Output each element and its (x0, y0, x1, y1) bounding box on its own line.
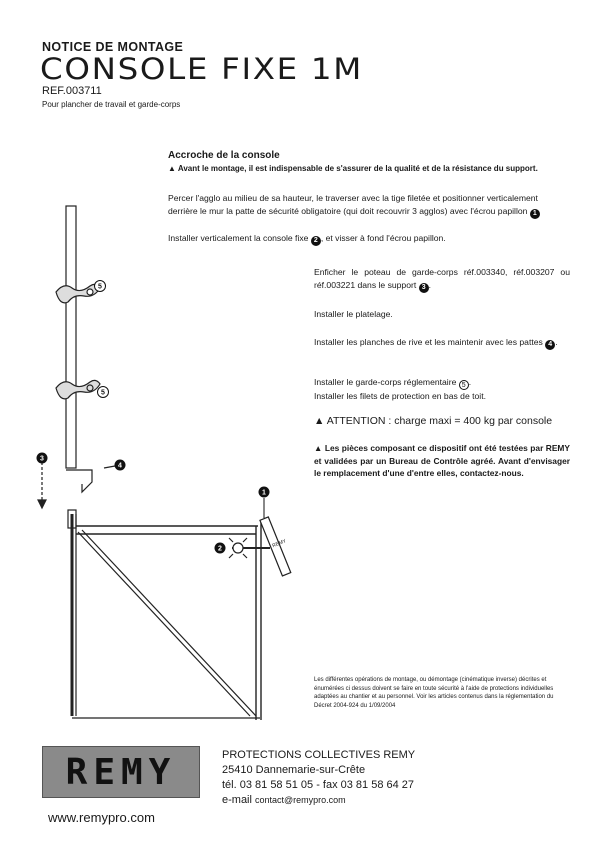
diagram-badge-3-icon: 3 (40, 455, 44, 463)
attention-text: ATTENTION : charge maxi = 400 kg par console (326, 415, 553, 427)
diagram-badge-1-icon: 1 (262, 489, 266, 497)
warning-1 (168, 164, 538, 173)
diagram-badge-5-lower-icon: 5 (101, 389, 105, 397)
step-2-body-a: Installer verticalement la console fixe (168, 233, 309, 243)
email-label: e-mail (222, 794, 252, 806)
diagram-badge-4-icon: 4 (118, 462, 122, 470)
step-4-text: Installer le platelage. (314, 309, 393, 319)
step-3-text: Enficher le poteau de garde-corps réf.003340, réf.003207 ou réf.003221 dans le support 3 . (314, 267, 570, 291)
step-1-body: Percer l'agglo au milieu de sa hauteur, le traverser avec la tige filetée et positionner verticalement derrière le mur la patte de sécurité obligatoire (qui doit recouvrir 3 agglos) avec l'écrou papillon (168, 193, 538, 216)
diagram-badge-5-upper-icon: 5 (98, 283, 102, 291)
diagram-badge-2-icon: 2 (218, 545, 222, 553)
svg-text:REMY: REMY (271, 538, 288, 550)
reference-number: REF.003711 (42, 85, 102, 97)
step-5-text: Installer les planches de rive et les maintenir avec les pattes 4 . (314, 337, 558, 348)
warning-2-text: Les pièces composant ce dispositif ont été testées par REMY et validées par un Bureau de Contrôle agréé. Avant d'envisager le remplacement d'une d'entre elles, contactez-nous. (314, 443, 570, 478)
company-address: 25410 Dannemarie-sur-Crête (222, 764, 366, 776)
logo-text: REMY (65, 752, 177, 793)
warning-2 (314, 442, 570, 480)
step-2-body-b: , et visser à fond l'écrou papillon. (320, 233, 446, 243)
step-3-body: Enficher le poteau de garde-corps réf.003340, réf.003207 ou réf.003221 dans le support (314, 267, 570, 290)
badge-2-icon: 2 (311, 236, 321, 246)
section-title: Accroche de la console (168, 150, 280, 161)
website-link[interactable]: www.remypro.com (48, 810, 155, 825)
warning-triangle-icon: ▲ (314, 443, 323, 453)
company-name: PROTECTIONS COLLECTIVES REMY (222, 749, 416, 761)
wing-nut (233, 543, 243, 553)
company-email-row (222, 793, 415, 808)
step-5-body: Installer les planches de rive et les maintenir avec les pattes (314, 337, 543, 347)
guardrail-post (66, 206, 76, 468)
remy-logo (42, 746, 200, 798)
legal-note: Les différentes opérations de montage, ou démontage (cinématique inverse) décrites et énumérées ci dessus doivent se faire en toute sécurité à l'aide de protections individuelles adaptées au chantier et au personnel. Voir les articles contenus dans la réglementation du Décret 2004-924 du 1/09/2004 (314, 677, 554, 709)
warning-triangle-icon: ▲ (314, 415, 325, 427)
step-6-body: Installer le garde-corps réglementaire (314, 377, 457, 387)
warning-1-text: Avant le montage, il est indispensable de s'assurer de la qualité et de la résistance du support. (177, 164, 538, 173)
lower-clamp (56, 380, 100, 398)
subtitle: Pour plancher de travail et garde-corps (42, 100, 181, 109)
attention-load (314, 415, 552, 427)
step-7-text: Installer les filets de protection en bas de toit. (314, 391, 486, 401)
step-6-text: Installer le garde-corps réglementaire 5 . (314, 377, 472, 389)
page-title: CONSOLE FIXE 1M (40, 52, 363, 86)
badge-4-icon: 4 (545, 340, 555, 350)
badge-1-icon: 1 (530, 209, 540, 219)
notice-kicker: NOTICE DE MONTAGE (42, 40, 184, 54)
badge-3-icon: 3 (419, 283, 429, 293)
edge-board-clip (66, 470, 92, 492)
company-info (222, 748, 415, 808)
badge-5-icon: 5 (459, 380, 469, 390)
warning-triangle-icon: ▲ (168, 164, 176, 173)
console-diagram (20, 196, 310, 736)
email-link[interactable]: contact@remypro.com (255, 795, 346, 805)
upper-clamp (56, 284, 100, 302)
company-phone: tél. 03 81 58 51 05 - fax 03 81 58 64 27 (222, 779, 415, 791)
